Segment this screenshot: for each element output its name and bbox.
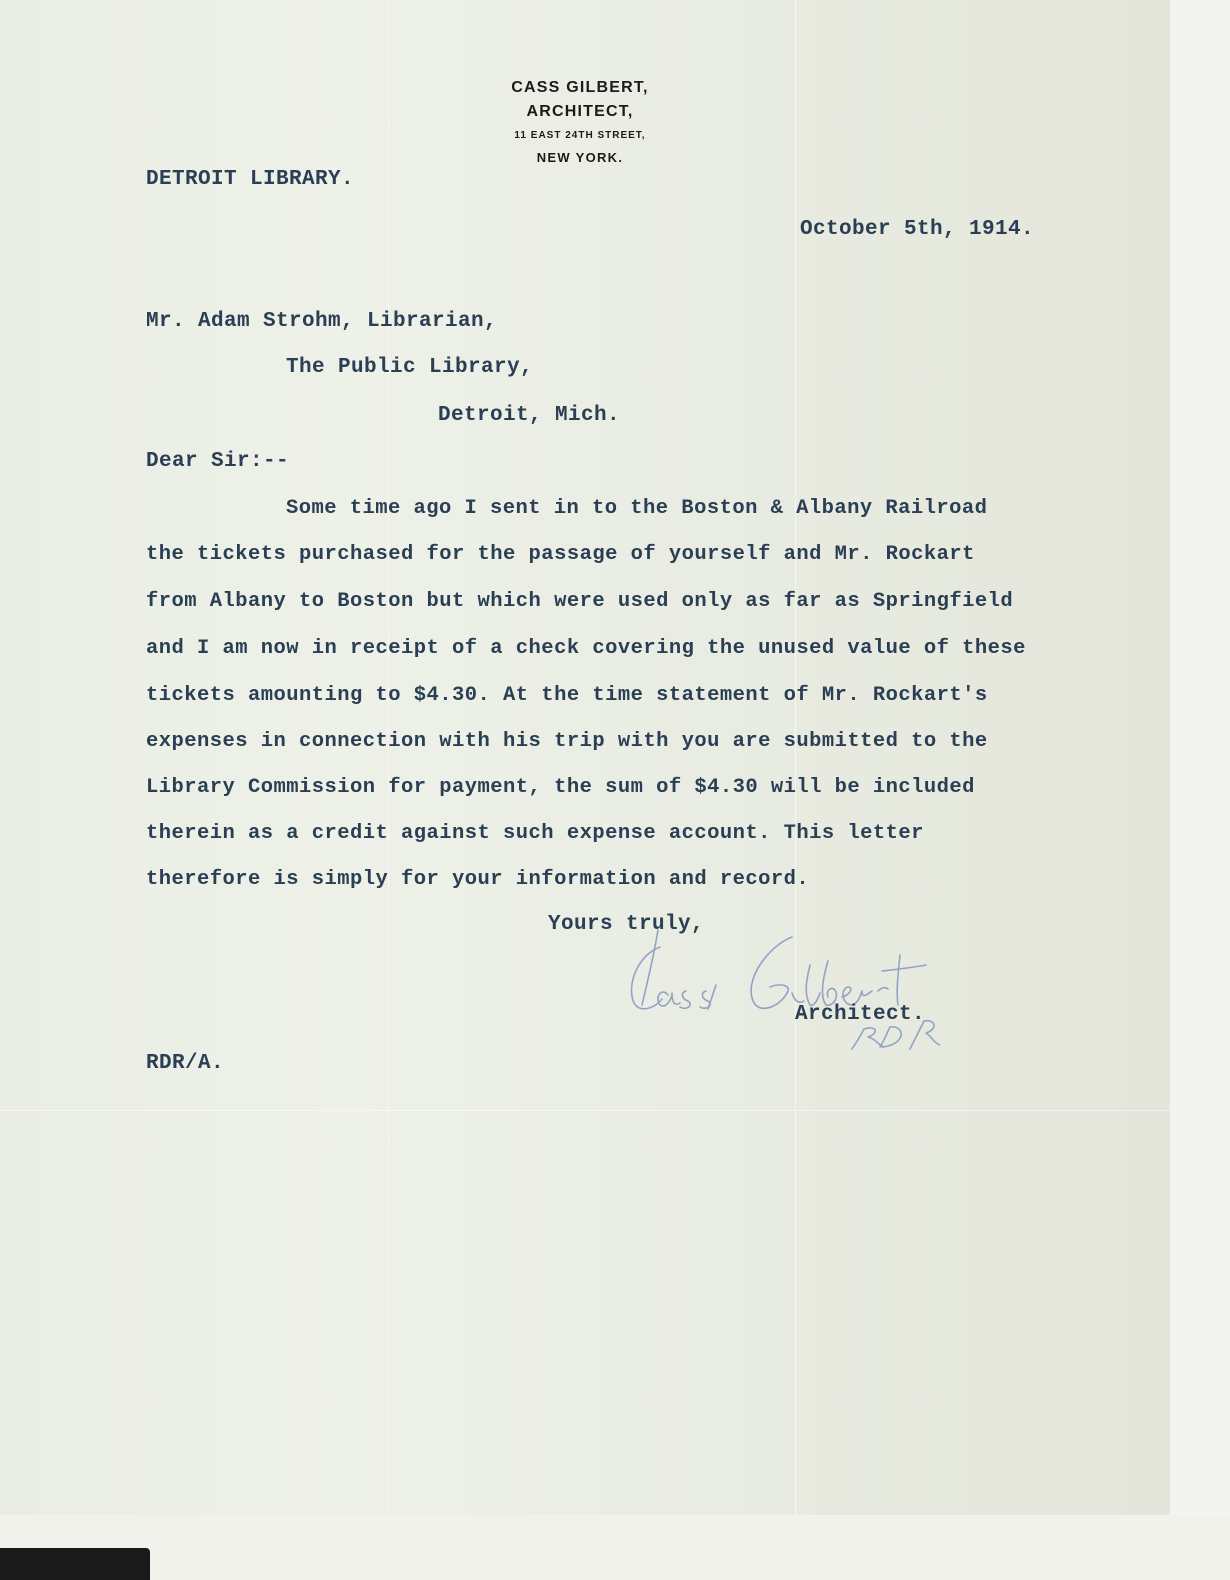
fold-line: [0, 1110, 1170, 1111]
subject-line: DETROIT LIBRARY.: [146, 168, 355, 191]
salutation: Dear Sir:--: [146, 450, 290, 473]
letterhead-name: CASS GILBERT,: [511, 79, 649, 96]
scan-background: [1170, 0, 1230, 1580]
letterhead-street: 11 EAST 24TH STREET,: [514, 130, 646, 141]
recipient-line-3: Detroit, Mich.: [438, 404, 621, 427]
body-line: therefore is simply for your information and record.: [146, 868, 810, 891]
closing: Yours truly,: [548, 913, 705, 936]
fold-line: [388, 0, 389, 1515]
recipient-line-2: The Public Library,: [286, 356, 534, 379]
fold-line: [795, 0, 796, 1515]
body-line: Library Commission for payment, the sum of $4.30 will be included: [146, 776, 975, 799]
letterhead-city: NEW YORK.: [536, 150, 624, 165]
recipient-line-1: Mr. Adam Strohm, Librarian,: [146, 310, 498, 333]
body-line: expenses in connection with his trip with you are submitted to the: [146, 730, 988, 753]
letter-date: October 5th, 1914.: [800, 218, 1035, 241]
handwritten-signature: [620, 925, 940, 1055]
reference-initials: RDR/A.: [146, 1052, 225, 1075]
scan-background: [0, 1515, 1230, 1580]
body-line: and I am now in receipt of a check covering the unused value of these: [146, 637, 1026, 660]
body-line: Some time ago I sent in to the Boston & Albany Railroad: [286, 497, 988, 520]
scan-edge: [0, 1548, 150, 1580]
body-line: from Albany to Boston but which were used only as far as Springfield: [146, 590, 1014, 613]
body-line: tickets amounting to $4.30. At the time statement of Mr. Rockart's: [146, 684, 988, 707]
signer-title: Architect.: [795, 1003, 926, 1026]
letterhead: [440, 76, 720, 168]
letterhead-title: ARCHITECT,: [526, 103, 634, 120]
body-line: therein as a credit against such expense account. This letter: [146, 822, 924, 845]
body-line: the tickets purchased for the passage of yourself and Mr. Rockart: [146, 543, 975, 566]
